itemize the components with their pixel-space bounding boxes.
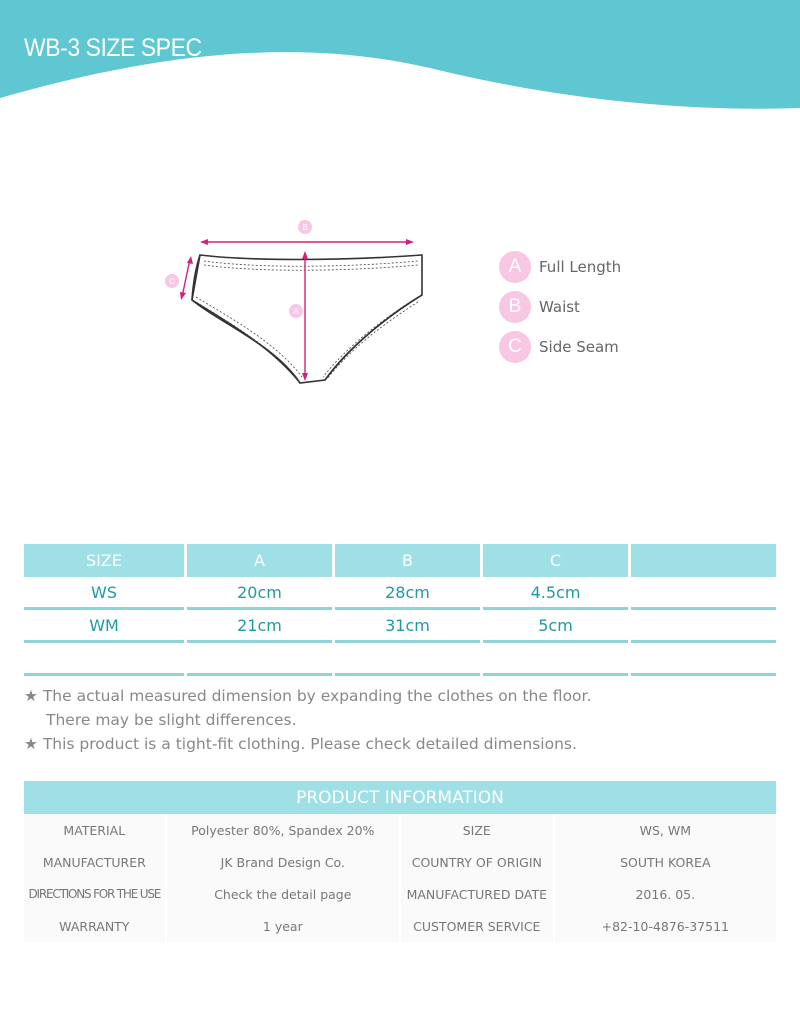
legend-item-waist bbox=[499, 291, 621, 323]
info-key: DIRECTIONS FOR THE USE bbox=[24, 878, 165, 910]
svg-text:A: A bbox=[293, 307, 299, 316]
cell-a bbox=[187, 643, 332, 676]
info-value: WS, WM bbox=[555, 814, 776, 846]
waist-arrow bbox=[200, 239, 414, 245]
note-line-3: ★ This product is a tight-fit clothing. Please check detailed dimensions. bbox=[24, 735, 577, 753]
info-key: COUNTRY OF ORIGIN bbox=[401, 846, 553, 878]
page-title: WB-3 SIZE SPEC bbox=[24, 34, 202, 62]
svg-text:C: C bbox=[169, 277, 175, 286]
cell-empty bbox=[631, 610, 776, 643]
cell-a: 21cm bbox=[187, 610, 332, 643]
cell-empty bbox=[631, 643, 776, 676]
size-table-header bbox=[24, 544, 776, 577]
svg-text:B: B bbox=[302, 223, 308, 232]
cell-size: WS bbox=[24, 577, 184, 610]
cell-b bbox=[335, 643, 480, 676]
info-key: SIZE bbox=[401, 814, 553, 846]
legend-item-side-seam bbox=[499, 331, 621, 363]
info-value: +82-10-4876-37511 bbox=[555, 910, 776, 942]
table-row bbox=[24, 878, 776, 910]
info-key: CUSTOMER SERVICE bbox=[401, 910, 553, 942]
side-seam-arrow bbox=[180, 256, 193, 300]
measurement-notes bbox=[24, 684, 776, 756]
cell-empty bbox=[631, 577, 776, 610]
header-size: SIZE bbox=[24, 544, 184, 577]
header-c: C bbox=[483, 544, 628, 577]
legend-badge-a: A bbox=[499, 251, 531, 283]
table-row bbox=[24, 577, 776, 610]
legend-item-full-length bbox=[499, 251, 621, 283]
legend-label-full-length: Full Length bbox=[539, 258, 622, 276]
garment-diagram bbox=[160, 215, 430, 395]
table-row bbox=[24, 846, 776, 878]
marker-c bbox=[165, 274, 179, 288]
size-table bbox=[24, 544, 776, 676]
info-key: MANUFACTURED DATE bbox=[401, 878, 553, 910]
info-value: 1 year bbox=[167, 910, 399, 942]
measurement-legend bbox=[499, 251, 621, 371]
cell-size: WM bbox=[24, 610, 184, 643]
legend-label-side-seam: Side Seam bbox=[539, 338, 619, 356]
cell-b: 28cm bbox=[335, 577, 480, 610]
cell-b: 31cm bbox=[335, 610, 480, 643]
info-value: Check the detail page bbox=[167, 878, 399, 910]
cell-c: 5cm bbox=[483, 610, 628, 643]
marker-b bbox=[298, 220, 312, 234]
marker-a bbox=[289, 304, 303, 318]
legend-badge-c: C bbox=[499, 331, 531, 363]
note-line-1: ★ The actual measured dimension by expanding the clothes on the floor. bbox=[24, 687, 592, 705]
table-row bbox=[24, 910, 776, 942]
info-key: MATERIAL bbox=[24, 814, 165, 846]
legend-badge-b: B bbox=[499, 291, 531, 323]
info-key: MANUFACTURER bbox=[24, 846, 165, 878]
cell-size bbox=[24, 643, 184, 676]
info-value: 2016. 05. bbox=[555, 878, 776, 910]
legend-label-waist: Waist bbox=[539, 298, 580, 316]
info-key: WARRANTY bbox=[24, 910, 165, 942]
product-info-title: PRODUCT INFORMATION bbox=[24, 781, 776, 814]
header-b: B bbox=[335, 544, 480, 577]
info-value: SOUTH KOREA bbox=[555, 846, 776, 878]
info-value: JK Brand Design Co. bbox=[167, 846, 399, 878]
header-empty bbox=[631, 544, 776, 577]
cell-c bbox=[483, 643, 628, 676]
info-value: Polyester 80%, Spandex 20% bbox=[167, 814, 399, 846]
product-info-table bbox=[24, 781, 776, 942]
cell-c: 4.5cm bbox=[483, 577, 628, 610]
table-row bbox=[24, 814, 776, 846]
cell-a: 20cm bbox=[187, 577, 332, 610]
header-a: A bbox=[187, 544, 332, 577]
table-row bbox=[24, 610, 776, 643]
note-line-2: There may be slight differences. bbox=[46, 711, 297, 729]
table-row bbox=[24, 643, 776, 676]
